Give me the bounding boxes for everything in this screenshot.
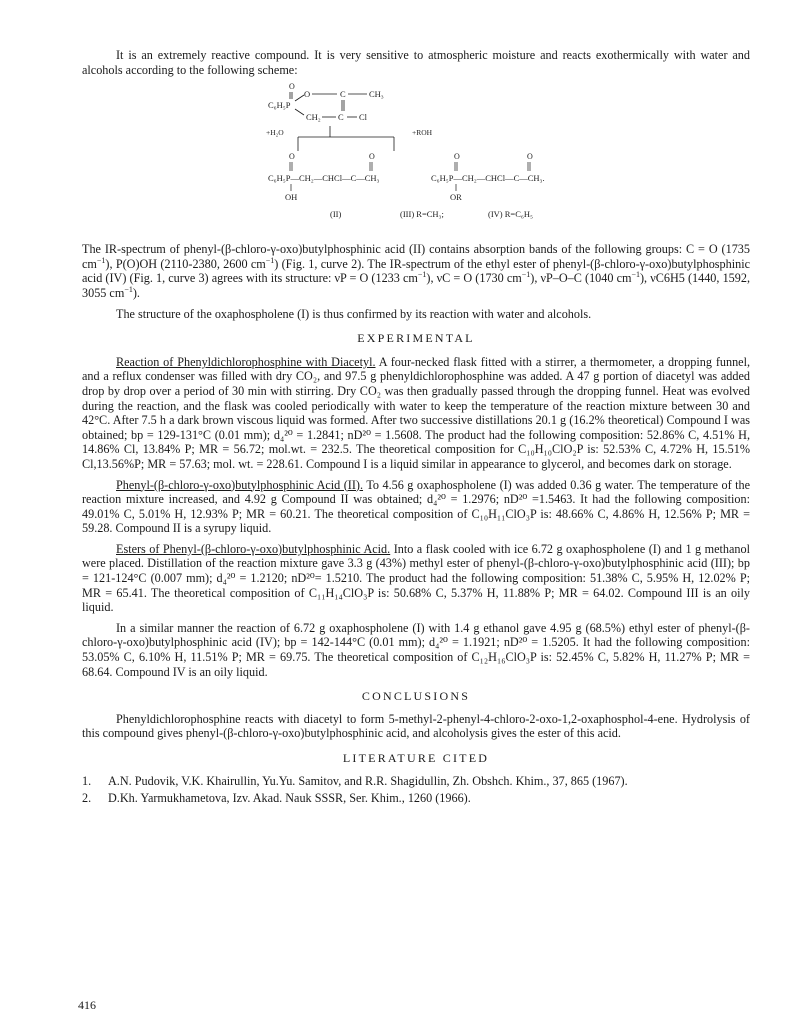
heading-experimental: EXPERIMENTAL (357, 331, 475, 346)
conclusions-paragraph: Phenyldichlorophosphine reacts with diacetyl to form 5-methyl-2-phenyl-4-chloro-2-oxo-1,2-oxaphosphol-4-ene. Hydrolysis of this compound gives phenyl-(β-chloro-γ-oxo)butylphosphinic acid, and alcoholysis gives the ester of this acid. (82, 711, 750, 741)
scheme-o-right-p: O (454, 152, 460, 162)
scheme-label-iv: (IV) R=C₆H₅ (488, 209, 533, 220)
scheme-o-right-c: O (527, 152, 533, 162)
scheme-arrow-water: +H₂O (266, 128, 284, 138)
exp-reaction-paragraph: Reaction of Phenyldichlorophosphine with Diacetyl. A four-necked flask fitted with a stirrer, a thermometer, a dropping funnel, and a reflux condenser was filled with dry CO₂, and 97.5 g phenyldichlorophosphine was added. A 47 g portion of diacetyl was added drop by drop over a period of 30 min with stirring. Dry CO₂ was then gradually passed through the dropping funnel. Heat was evolved during the reaction, and the flask was cooled periodically with water to keep the temperature of the reaction mixture between 30 and 42°C. After 7.5 h a dark brown viscous liquid was formed. After two successive distillations 20.1 g (16.2% theoretical) Compound I was obtained; bp = 129-131°C (0.01 mm); d₄²⁰ = 1.2841; nD²⁰ = 1.5608. The product had the following composition: 52.86% C, 4.51% H, 14.86% Cl, 13.84% P; MR = 56.72; mol.wt. = 232.5. The theoretical composition for C₁₀H₁₀ClO₂P is: 52.53% C, 4.72% H, 15.51% Cl,13.56%P; MR = 57.63; mol. wt. = 228.61. Compound I is a liquid similar in appearance to glycerol, and becomes dark on storage. (82, 354, 751, 471)
scheme-top-ch2: CH₂ (306, 112, 321, 123)
scheme-top-left: C₆H₅P (268, 100, 291, 111)
ir-paragraph: The IR-spectrum of phenyl-(β-chloro-γ-oxo)butylphosphinic acid (II) contains absorption bands of the following groups: C = O (1735 $cm^{-1}$), P(O)OH (2110-2380, 2600 $cm^{-1}$) (Fig. 1, curve 2). The IR-spectrum of the ethyl ester of phenyl-(β-chloro-γ-oxo)butylphosphinic acid (IV) (Fig. 1, curve 3) agrees with its structure: νP = O (1233 $cm^{-1}$), νC = O (1730 $cm^{-1}$), νP–O–C (1040 $cm^{-1}$), νC6H5 (1440, 1592, 3055 $cm^{-1}$). (82, 242, 750, 300)
scheme-left-oh: OH (285, 192, 298, 203)
structure-paragraph: The structure of the oxaphospholene (I) is thus confirmed by its reaction with water and alcohols. (116, 306, 592, 321)
heading-literature: LITERATURE CITED (342, 751, 490, 765)
exp-esters-paragraph: Esters of Phenyl-(β-chloro-γ-oxo)butylphosphinic Acid. Into a flask cooled with ice 6.72 g oxaphospholene (I) and 1 g methanol were placed. Distillation of the reaction mixture gave 3.3 g (43%) methyl ester of phenyl-(β-chloro-γ-oxo)butylphosphinic acid (III); bp = 121-124°C (0.007 mm); d₄²⁰ = 1.2120; nD²⁰= 1.5210. The product had the following composition: 51.38% C, 5.95% H, 12.02% P; MR = 65.41. The theoretical composition of C₁₁H₁₄ClO₃P is: 50.68% C, 5.37% H, 11.88% P; MR = 64.02. Compound III is an oily liquid. (82, 541, 750, 615)
exp-reaction-title: Reaction of Phenyldichlorophosphine with Diacetyl. (116, 354, 376, 369)
intro-paragraph: It is an extremely reactive compound. It is very sensitive to atmospheric moisture and reacts exothermically with water and alcohols according to the following scheme: (82, 48, 750, 77)
reference-list (82, 774, 750, 806)
reference-item: 2. D.Kh. Yarmukhametova, Izv. Akad. Nauk SSSR, Ser. Khim., 1260 (1966). (82, 791, 471, 806)
scheme-top-cl: Cl (359, 112, 368, 123)
scheme-right-formula: C₆H₅P—CH₂—CHCl—C—CH₃. (431, 173, 545, 184)
exp-ethyl-paragraph: In a similar manner the reaction of 6.72 g oxaphospholene (I) with 1.4 g ethanol gave 4.95 g (68.5%) ethyl ester of phenyl-(β-chloro-γ-oxo)butylphosphinic acid (IV); bp = 142-144°C (0.01 mm); d₄²⁰ = 1.1921; nD²⁰ = 1.5205. It had the following composition: 53.05% C, 6.10% H, 11.51% P; MR = 69.75. The theoretical composition of C₁₂H₁₆ClO₃P is: 52.45% C, 5.82% H, 11.27% P; MR = 68.64. Compound IV is an oily liquid. (82, 620, 750, 679)
scheme-top-o: O (289, 82, 295, 92)
scheme-left-formula: C₆H₅P—CH₂—CHCl—C—CH₃ (268, 173, 380, 184)
scheme-top-ch3: CH₃ (369, 89, 384, 100)
scheme-label-iii: (III) R=CH₃; (400, 209, 444, 220)
scheme-o-left-c: O (369, 152, 375, 162)
exp-acid-paragraph: Phenyl-(β-chloro-γ-oxo)butylphosphinic Acid (II). To 4.56 g oxaphospholene (I) was added 0.36 g water. The temperature of the reaction mixture increased, and 4.92 g Compound II was obtained; d₄²⁰ = 1.2976; nD²⁰ =1.5463. It had the following composition: 49.01% C, 5.01% H, 12.93% P; MR = 60.21. The theoretical composition of C₁₀H₁₁ClO₃P is: 48.66% C, 4.86% H, 12.56% P; MR = 59.28. Compound II is a syrupy liquid. (82, 477, 750, 536)
page-number: 416 (78, 998, 96, 1012)
reference-item: 1. A.N. Pudovik, V.K. Khairullin, Yu.Yu. Samitov, and R.R. Shagidullin, Zh. Obshch. Khim., 37, 865 (1967). (82, 773, 628, 788)
exp-acid-title: Phenyl-(β-chloro-γ-oxo)butylphosphinic Acid (II). (116, 477, 364, 492)
scheme-top-o1: O (304, 89, 311, 100)
scheme-o-left-p: O (289, 152, 295, 162)
scheme-top-c: C (340, 89, 346, 100)
exp-esters-title: Esters of Phenyl-(β-chloro-γ-oxo)butylphosphinic Acid. (116, 541, 391, 556)
page-body (82, 48, 750, 806)
scheme-arrow-roh: +ROH (412, 128, 433, 138)
scheme-right-or: OR (450, 192, 462, 203)
heading-conclusions: CONCLUSIONS (361, 689, 471, 704)
reaction-scheme (82, 79, 750, 242)
scheme-top-c2: C (338, 112, 344, 123)
scheme-label-ii: (II) (330, 209, 342, 220)
